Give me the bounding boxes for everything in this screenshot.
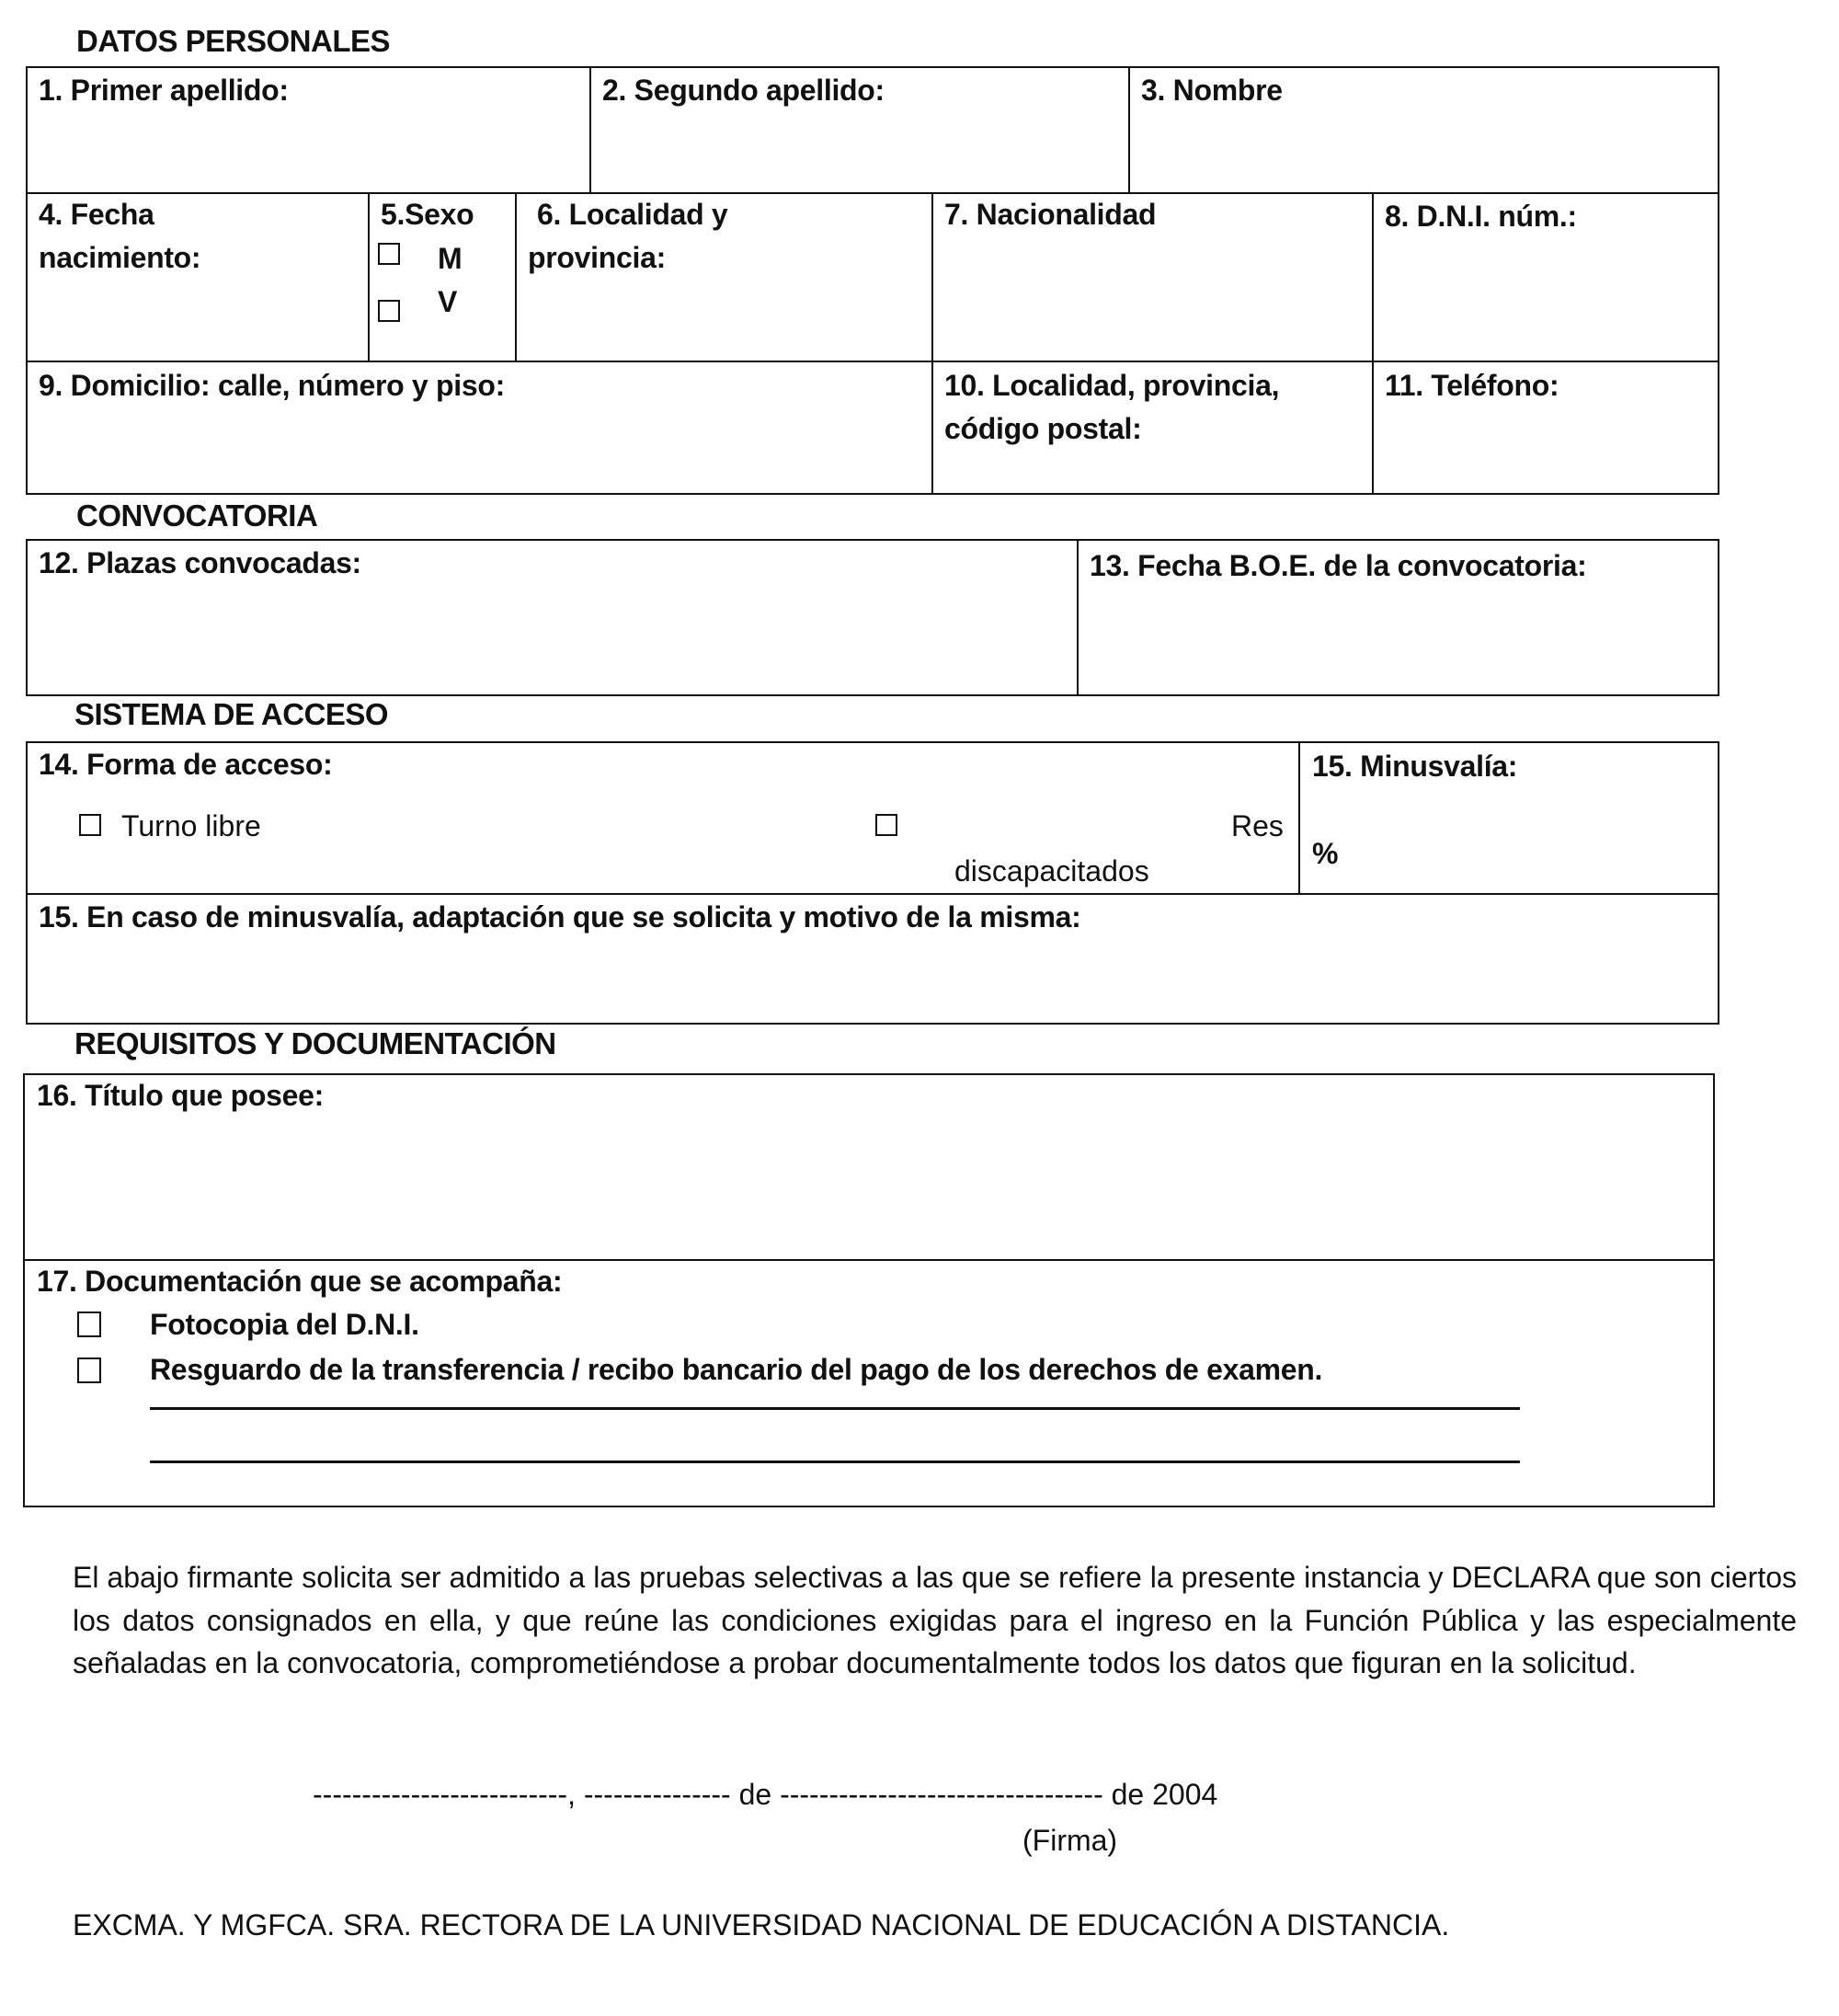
col-divider xyxy=(1077,539,1079,696)
field-titulo: 16. Título que posee: xyxy=(37,1079,324,1112)
row-divider xyxy=(26,361,1719,362)
field-nacionalidad: 7. Nacionalidad xyxy=(944,198,1157,231)
turno-libre-checkbox[interactable] xyxy=(79,814,101,836)
field-forma-acceso: 14. Forma de acceso: xyxy=(39,748,333,781)
field-fecha-nacimiento: 4. Fecha xyxy=(39,198,154,231)
col-divider xyxy=(368,192,370,361)
row-divider xyxy=(26,893,1719,895)
col-divider xyxy=(1128,66,1130,193)
field-fecha-boe: 13. Fecha B.O.E. de la convocatoria: xyxy=(1090,549,1587,582)
minusvalia-percent: % xyxy=(1312,837,1339,870)
field-primer-apellido: 1. Primer apellido: xyxy=(39,74,289,107)
col-divider xyxy=(515,192,517,361)
col-divider xyxy=(931,192,933,495)
field-domicilio: 9. Domicilio: calle, número y piso: xyxy=(39,369,505,402)
date-line: --------------------------, --------------- de --------------------------------- de 2004 xyxy=(313,1778,1218,1811)
sexo-m-checkbox[interactable] xyxy=(378,243,400,265)
field-documentacion: 17. Documentación que se acompaña: xyxy=(37,1265,563,1298)
field-plazas: 12. Plazas convocadas: xyxy=(39,546,361,579)
section-heading-requisitos: REQUISITOS Y DOCUMENTACIÓN xyxy=(74,1026,556,1060)
resguardo-checkbox[interactable] xyxy=(77,1357,101,1383)
reserva-label: Res xyxy=(1231,809,1284,842)
sexo-m-label: M xyxy=(438,242,463,275)
blank-line[interactable] xyxy=(150,1460,1520,1463)
reserva-discapacitados-checkbox[interactable] xyxy=(875,814,897,836)
blank-line[interactable] xyxy=(150,1407,1520,1410)
personal-data-table xyxy=(26,66,1719,495)
field-minusvalia: 15. Minusvalía: xyxy=(1312,750,1518,783)
resguardo-label: Resguardo de la transferencia / recibo bancario del pago de los derechos de examen. xyxy=(150,1353,1323,1386)
row-divider xyxy=(26,192,1719,194)
col-divider xyxy=(589,66,591,193)
section-heading-acceso: SISTEMA DE ACCESO xyxy=(74,697,389,731)
field-nombre: 3. Nombre xyxy=(1141,74,1283,107)
field-dni: 8. D.N.I. núm.: xyxy=(1385,200,1577,233)
field-sexo: 5.Sexo xyxy=(381,198,474,231)
declaration-text: El abajo firmante solicita ser admitido a las pruebas selectivas a las que se refiere la presente instancia y DECLARA que son ciertos los datos consignados en ella, y que reúne las condiciones exigidas para el ingreso en la Función Pública y las especialmente señaladas en la convocatoria, comprometiéndose a probar documentalmente todos los datos que figuran en la solicitud. xyxy=(73,1561,1797,1679)
addressee: EXCMA. Y MGFCA. SRA. RECTORA DE LA UNIVERSIDAD NACIONAL DE EDUCACIÓN A DISTANCIA. xyxy=(73,1908,1450,1942)
signature-label: (Firma) xyxy=(1022,1824,1118,1857)
field-localidad-cp-2: código postal: xyxy=(944,412,1142,445)
col-divider xyxy=(1372,192,1374,495)
sexo-v-label: V xyxy=(438,285,458,318)
turno-libre-label: Turno libre xyxy=(121,809,261,842)
sexo-v-checkbox[interactable] xyxy=(378,300,400,322)
field-localidad-provincia: 6. Localidad y xyxy=(537,198,728,231)
fotocopia-dni-checkbox[interactable] xyxy=(77,1312,101,1337)
fotocopia-dni-label: Fotocopia del D.N.I. xyxy=(150,1308,419,1341)
field-adaptacion: 15. En caso de minusvalía, adaptación que se solicita y motivo de la misma: xyxy=(39,900,1081,934)
section-heading-convocatoria: CONVOCATORIA xyxy=(76,498,318,533)
field-localidad-provincia-2: provincia: xyxy=(528,241,666,274)
discapacitados-label: discapacitados xyxy=(954,854,1149,888)
col-divider xyxy=(1298,741,1300,894)
field-segundo-apellido: 2. Segundo apellido: xyxy=(602,74,885,107)
field-fecha-nacimiento-2: nacimiento: xyxy=(39,241,201,274)
section-heading-personal: DATOS PERSONALES xyxy=(76,24,390,58)
field-localidad-cp: 10. Localidad, provincia, xyxy=(944,369,1280,402)
field-telefono: 11. Teléfono: xyxy=(1385,369,1559,402)
